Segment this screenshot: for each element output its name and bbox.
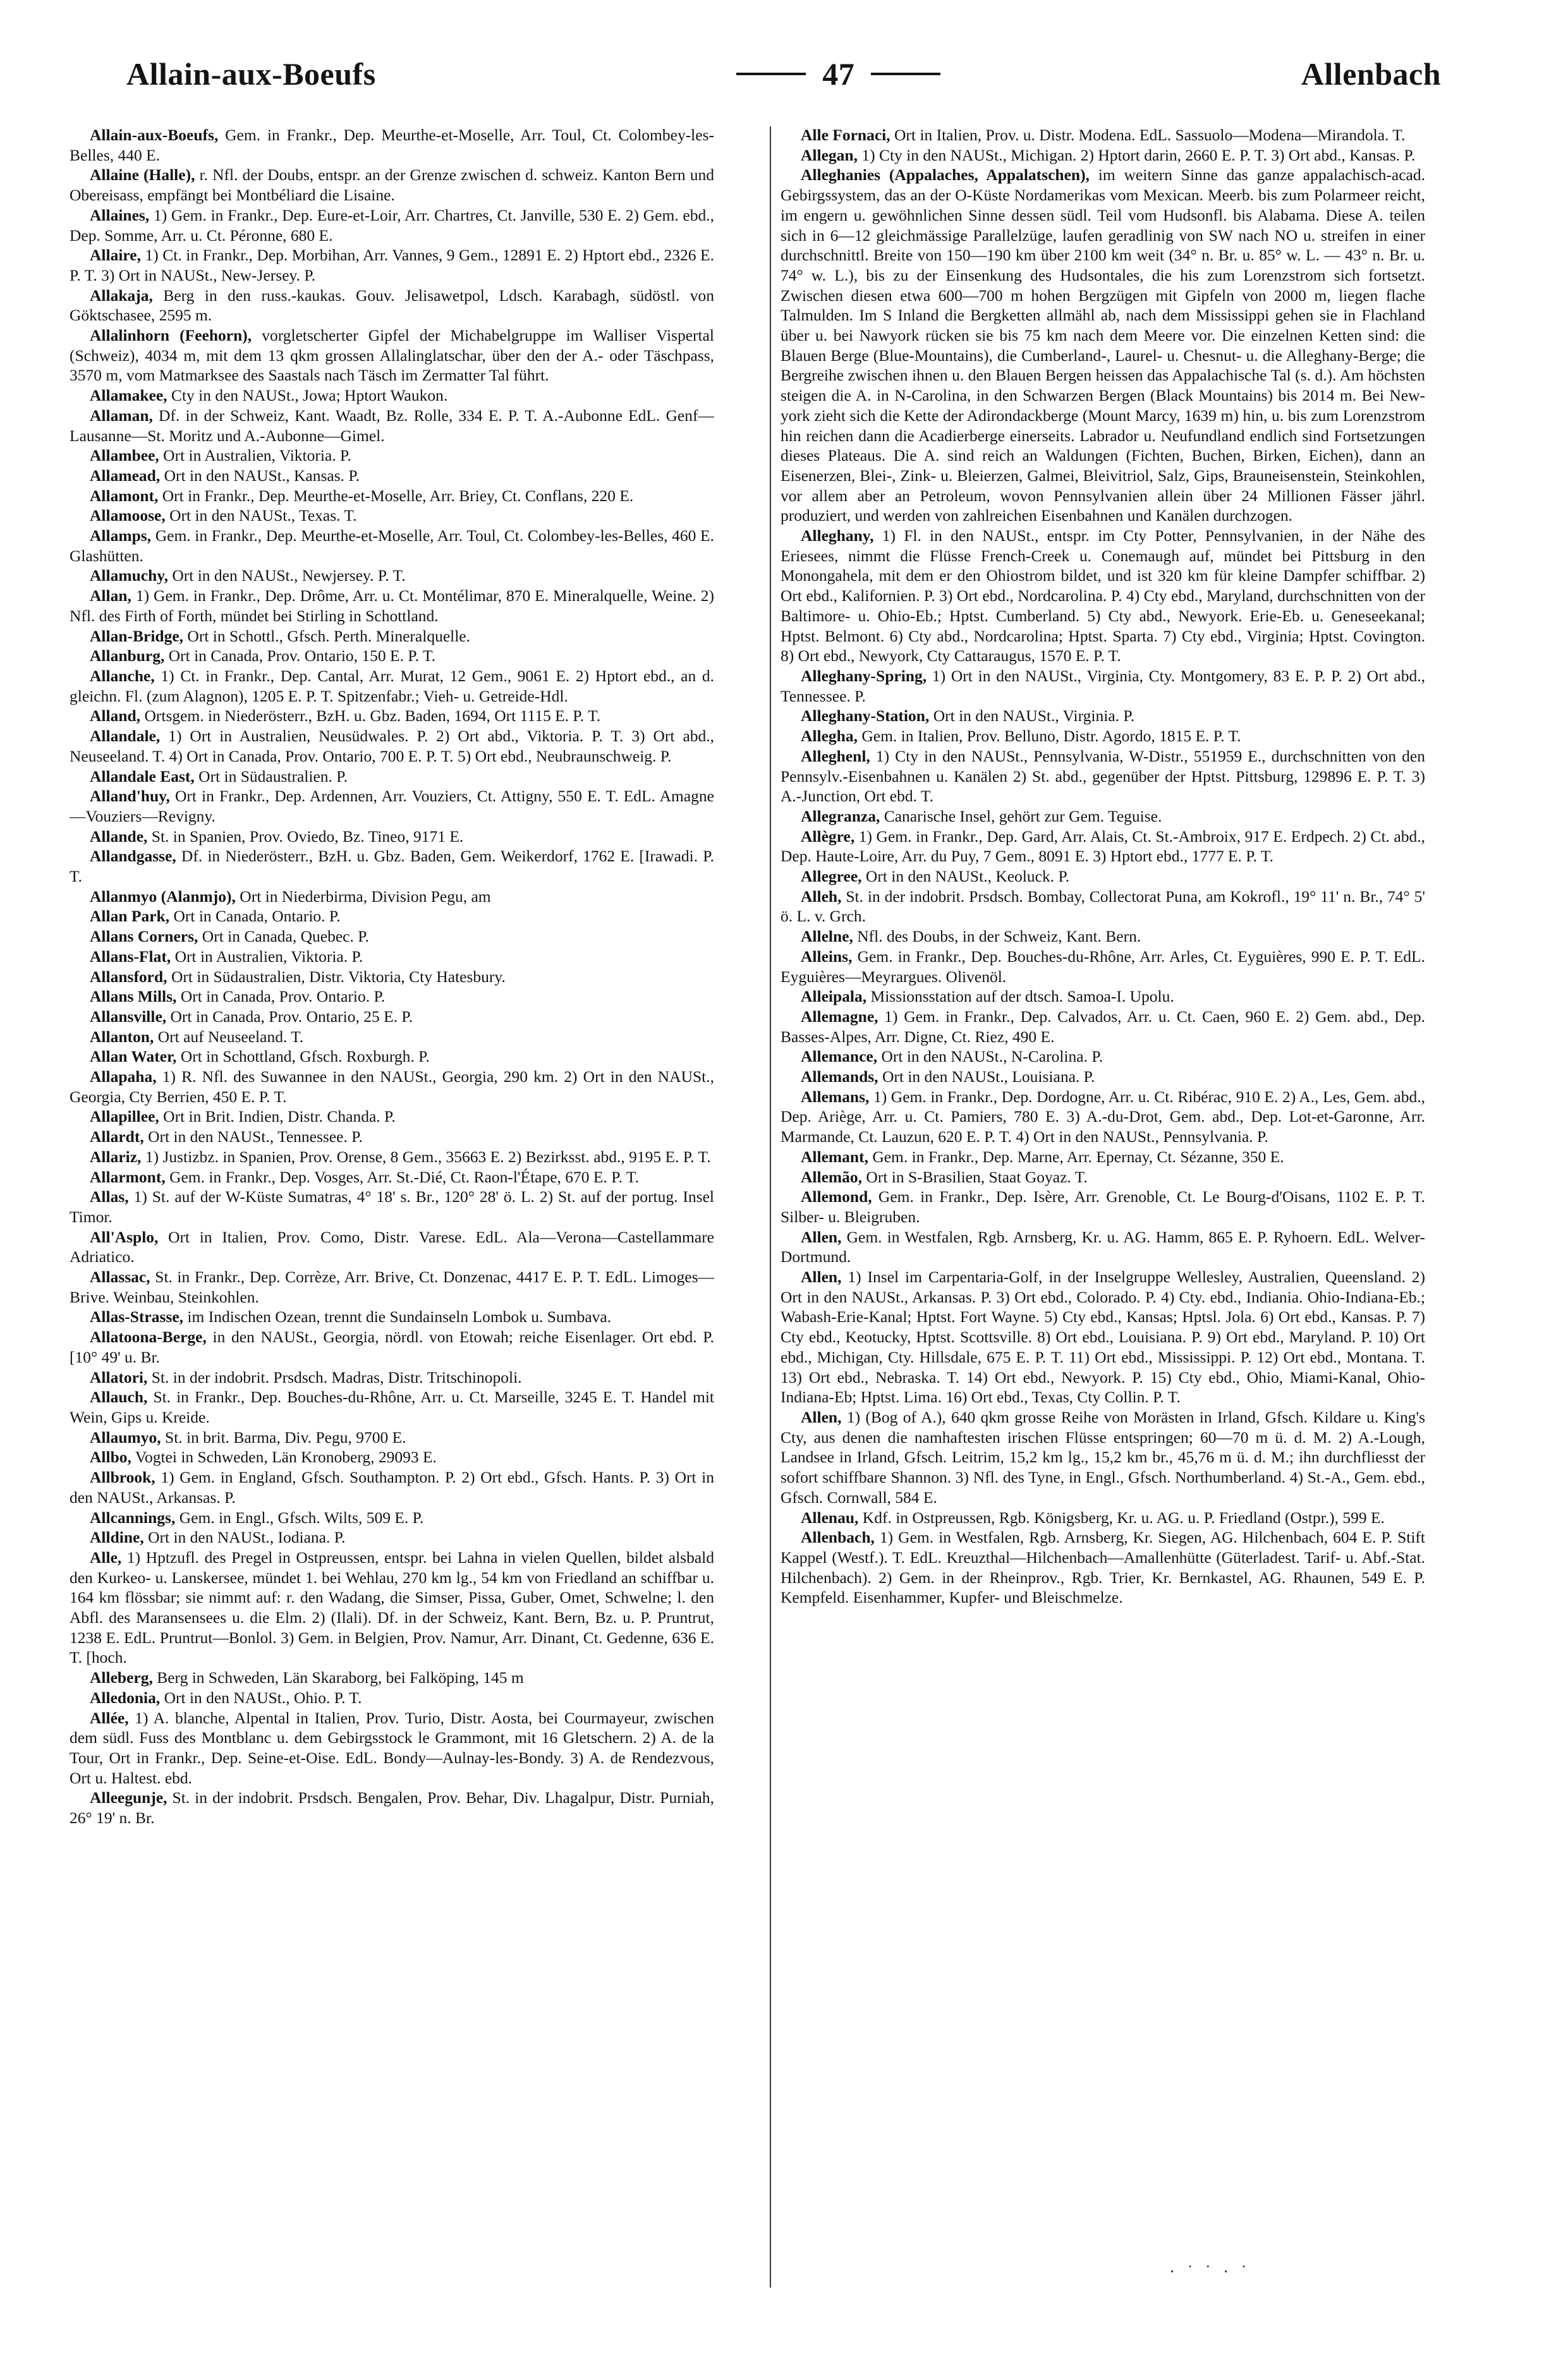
dictionary-entry <box>70 626 714 646</box>
right-column <box>781 125 1425 1608</box>
dictionary-entry <box>781 827 1425 866</box>
dictionary-entry <box>70 706 714 726</box>
dictionary-entry <box>70 1688 714 1708</box>
entry-term: Allandale East, <box>90 767 195 786</box>
entry-text: 1) Gem. in Frankr., Dep. Dordogne, Arr. u. Ct. Ribérac, 910 E. 2) A., Les, Gem. abd., Dep. Ariège, Arr. u. Ct. Pamiers, 780 E. 3) A.-du-Drot, Gem. abd., Dep. Lot-et-Garonne, Arr. Marmande, Ct. Lauzun, 620 E. P. T. 4) Ort in den NAUSt., Pennsylvania. P. <box>781 1087 1425 1146</box>
entry-term: Alland, <box>90 707 141 725</box>
entry-text: Ort in den NAUSt., Newjersey. P. T. <box>172 566 406 585</box>
entry-text: Ort in Frankr., Dep. Ardennen, Arr. Vouziers, Ct. Attigny, 550 E. T. EdL. Amagne—Vouziers—Revigny. <box>70 787 715 825</box>
entry-term: Alleghany, <box>801 526 874 545</box>
entry-term: Alle Fornaci, <box>801 126 890 144</box>
entry-term: Allemant, <box>801 1147 868 1166</box>
dictionary-entry <box>70 165 714 205</box>
dictionary-entry <box>70 286 714 325</box>
dictionary-entry <box>781 1187 1425 1227</box>
entry-text: 1) Cty in den NAUSt., Michigan. 2) Hptort darin, 2660 E. P. T. 3) Ort abd., Kansas. P. <box>861 145 1416 164</box>
dictionary-entry <box>781 726 1425 746</box>
dictionary-entry <box>70 1307 714 1327</box>
entry-term: Allamead, <box>90 466 161 485</box>
dictionary-entry <box>781 887 1425 926</box>
dictionary-entry <box>70 646 714 666</box>
entry-text: Vogtei in Schweden, Län Kronoberg, 29093 E. <box>135 1448 437 1467</box>
entry-term: Allcannings, <box>90 1508 176 1527</box>
entry-term: Allenau, <box>801 1508 859 1527</box>
entry-term: Alleipala, <box>801 987 867 1006</box>
entry-term: Allauch, <box>90 1388 148 1407</box>
dictionary-entry <box>70 1067 714 1107</box>
entry-text: Ort in Frankr., Dep. Meurthe-et-Moselle, Arr. Briey, Ct. Conflans, 220 E. <box>162 486 634 505</box>
dictionary-entry <box>70 1467 714 1507</box>
entry-text: Missionsstation auf der dtsch. Samoa-I. Upolu. <box>870 987 1174 1006</box>
dictionary-entry <box>70 786 714 826</box>
entry-term: Allalinhorn (Feehorn), <box>90 326 252 345</box>
entry-text: 1) Ort in den NAUSt., Virginia, Cty. Montgomery, 83 E. P. P. 2) Ort abd., Tennessee. P. <box>781 666 1425 705</box>
dictionary-entry <box>781 526 1425 666</box>
entry-text: im weitern Sinne das ganze appalachisch-acad. Gebirgssystem, das an der O-Küste Nordamerikas vom Mexican. Meerb. bis zum Polarmeer reicht, im engern u. gewöhnlichen Sinne dessen südl. Teil vom Hudsonfl. bis Alabama. Diese A. teilen sich in 6—12 gleichmässige Parallelzüge, laufen geradlinig von SW nach NO u. streifen in einer durchschnittl. Breite von 150—190 km über 2100 km weit (34° n. Br. u. 85° w. L. — 43° n. Br. u. 74° w. L.), bis zu der Einsenkung des Hudsontales, die his zum Lorenzstrom sich fortsetzt. Zwischen diesen etwa 600—700 m hohen Bergzügen mit Gipfeln von 2000 m, liegen flache Talmulden. Im S Inland die Bergketten allmähl ab, nach dem Mississippi gehen sie in Flachland über u. bei Nawyork rücken sie bis 75 km nach dem Meere vor. Die einzelnen Ketten sind: die Blauen Berge (Blue-Mountains), die Cumberland-, Laurel- u. Chesnut- u. die Alleghany-Berge; die Bergreihe zwischen ihnen u. den Blauen Bergen heissen das Appalachische Tal (s. d.). Am höchsten steigen die A. in N-Carolina, in den Schwarzen Bergen (Black Mountains) bis 2014 m. Bei New-york zieht sich die Kette der Adirondackberge (Mount Marcy, 1639 m) hin, u. bis zum Lorenzstrom hin reichen dann die Acadierberge einerseits. Labrador u. Neufundland endlich sind Fortsetzungen dieses Plateaus. Die A. sind reich an Waldungen (Fichten, Buchen, Birken, Eichen), dann an Eisenerzen, Blei-, Zink- u. Bleierzen, Galmei, Bleivitriol, Salz, Gips, Brauneisenstein, Steinkohlen, vor allem aber an Petroleum, wovon Pennsylvanien allein über 24 Millionen Fässer jährl. produziert, und werden von zahlreichen Eisenbahnen und Kanälen durchzogen. <box>781 166 1426 525</box>
entry-text: Ort in den NAUSt., Iodiana. P. <box>148 1528 346 1547</box>
entry-text: St. in Spanien, Prov. Oviedo, Bz. Tineo, 9171 E. <box>151 827 464 846</box>
dictionary-entry <box>70 887 714 907</box>
dictionary-entry <box>781 1087 1425 1147</box>
dictionary-entry <box>70 1387 714 1427</box>
entry-term: Allenbach, <box>801 1528 875 1547</box>
entry-term: Alleghenl, <box>801 746 870 765</box>
entry-text: Gem. in Frankr., Dep. Bouches-du-Rhône, Arr. Arles, Ct. Eyguières, 990 E. P. T. EdL. Eyguières—Meyrargues. Olivenöl. <box>781 947 1425 986</box>
entry-text: Kdf. in Ostpreussen, Rgb. Königsberg, Kr. u. AG. u. P. Friedland (Ostpr.), 599 E. <box>862 1508 1385 1527</box>
entry-text: Ort in Südaustralien, Distr. Viktoria, Cty Hatesbury. <box>171 967 506 986</box>
entry-term: Allaumyo, <box>90 1428 161 1447</box>
dictionary-entry <box>70 125 714 165</box>
entry-text: St. in der indobrit. Prsdsch. Madras, Distr. Tritschinopoli. <box>151 1368 522 1386</box>
entry-text: Ort in Canada, Prov. Ontario, 25 E. P. <box>170 1007 413 1026</box>
entry-term: Allemans, <box>801 1087 870 1106</box>
entry-term: Allaine (Halle), <box>90 166 195 185</box>
entry-text: 1) St. auf der W-Küste Sumatras, 4° 18' s. Br., 120° 28' ö. L. 2) St. auf der portug. Insel Timor. <box>70 1187 715 1226</box>
dictionary-entry <box>70 1007 714 1027</box>
dictionary-entry <box>70 726 714 766</box>
entry-text: Ort in Italien, Prov. u. Distr. Modena. EdL. Sassuolo—Modena—Mirandola. T. <box>894 126 1406 144</box>
entry-term: Allan Water, <box>90 1047 177 1066</box>
entry-text: 1) Ort in Australien, Neusüdwales. P. 2) Ort abd., Viktoria. P. T. 3) Ort abd., Neuseeland. T. 4) Ort in Canada, Prov. Ontario, 700 E. P. T. 5) Ort ebd., Neubraunschweig. P. <box>70 727 715 765</box>
entry-term: Allen, <box>801 1227 842 1246</box>
entry-text: 1) Gem. in Westfalen, Rgb. Arnsberg, Kr. Siegen, AG. Hilchenbach, 604 E. P. Stift Kappel (Westf.). T. EdL. Kreuzthal—Hilchenbach—Amallenhütte (Güterladest. Tarif- u. Abf.-Stat. Hilchenbach). 2) Gem. in der Rheinprov., Rgb. Trier, Kr. Bernkastel, AG. Rhaunen, 549 E. P. Kempfeld. Eisenhammer, Kupfer- und Bleischmelze. <box>781 1528 1426 1607</box>
entry-text: Ort in Italien, Prov. Como, Distr. Varese. EdL. Ala—Verona—Castellammare Adriatico. <box>70 1227 714 1266</box>
entry-term: Allandgasse, <box>90 847 176 866</box>
decorative-marks: · ˙ ˙ · ˙ <box>1169 2262 1251 2282</box>
entry-text: Gem. in Frankr., Dep. Isère, Arr. Grenoble, Ct. Le Bourg-d'Oisans, 1102 E. P. T. Silber- u. Bleigruben. <box>781 1187 1425 1226</box>
entry-term: Alleghany-Station, <box>801 707 930 725</box>
entry-term: Allanburg, <box>90 646 165 665</box>
entry-term: Allen, <box>801 1408 842 1426</box>
page-number-group <box>736 56 940 92</box>
dictionary-entry <box>781 986 1425 1007</box>
dictionary-entry <box>70 205 714 245</box>
entry-term: Allanche, <box>90 666 155 685</box>
dictionary-entry <box>70 526 714 566</box>
entry-text: 1) Hptzufl. des Pregel in Ostpreussen, entspr. bei Lahna in vielen Quellen, bildet alsbald den Kurkeo- u. Lanskersee, mündet 1. bei Wehlau, 270 km lg., 54 km von Friedland an schiffbar u. 164 km flössbar; sie nimmt auf: r. den Wadang, die Simser, Pissa, Guber, Omet, Schwelne; l. den Abfl. des Maransensees u. die Elm. 2) (Ilali). Df. in der Schweiz, Kant. Bern, Bz. u. P. Pruntrut, 1238 E. EdL. Pruntrut—Bonlol. 3) Gem. in Belgien, Prov. Namur, Arr. Dinant, Ct. Gedenne, 636 E. T. [hoch. <box>70 1548 714 1667</box>
dictionary-entry <box>70 385 714 406</box>
entry-term: Allaines, <box>90 205 150 224</box>
dictionary-entry <box>70 767 714 787</box>
entry-term: Allemands, <box>801 1067 878 1086</box>
dictionary-entry <box>70 1046 714 1067</box>
dictionary-entry <box>781 806 1425 827</box>
dictionary-entry <box>70 1027 714 1047</box>
header-rule-right <box>871 73 940 75</box>
entry-text: 1) Fl. in den NAUSt., entspr. im Cty Potter, Pennsylvanien, in der Nähe des Eriesees, nimmt die Flüsse French-Creek u. Conemaugh auf, mündet bei Pittsburg in den Monongahela, mit dem er den Ohiostrom bildet, und ist 320 km für kleine Dampfer schiffbar. 2) Ort ebd., Kalifornien. P. 3) Ort ebd., Nordcarolina. P. 4) Cty ebd., Maryland, durchschnitten von der Baltimore- u. Ohio-Eb.; Hptst. Cumberland. 5) Cty abd., Newyork. Erie-Eb. u. Geneseekanal; Hptst. Belmont. 6) Cty abd., Nordcarolina; Hptst. Sparta. 7) Cty ebd., Virginia; Hptst. Covington. 8) Ort ebd., Newyork, Cty Cattaraugus, 1570 E. P. T. <box>781 526 1426 665</box>
dictionary-entry <box>781 866 1425 887</box>
dictionary-entry <box>70 1508 714 1528</box>
entry-text: in den NAUSt., Georgia, nördl. von Etowah; reiche Eisenlager. Ort ebd. P. [10° 49' u. Br. <box>70 1328 715 1366</box>
dictionary-entry <box>70 1167 714 1187</box>
dictionary-entry <box>781 1147 1425 1167</box>
entry-term: Allamont, <box>90 486 159 505</box>
entry-text: Cty in den NAUSt., Jowa; Hptort Waukon. <box>171 386 448 405</box>
dictionary-entry <box>70 1147 714 1167</box>
entry-term: Allemão, <box>801 1167 863 1186</box>
entry-term: Allariz, <box>90 1147 142 1166</box>
entry-term: Alleegunje, <box>90 1788 167 1807</box>
entry-text: Gem. in Engl., Gfsch. Wilts, 509 E. P. <box>179 1508 424 1527</box>
entry-text: Ort in Australien, Viktoria. P. <box>174 947 363 966</box>
entry-text: Gem. in Frankr., Dep. Meurthe-et-Moselle, Arr. Toul, Ct. Colombey-les-Belles, 460 E. Glashütten. <box>70 526 715 565</box>
header-rule-left <box>736 73 806 75</box>
entry-text: Berg in Schweden, Län Skaraborg, bei Falköping, 145 m <box>157 1668 524 1687</box>
entry-text: 1) Gem. in Frankr., Dep. Drôme, Arr. u. Ct. Montélimar, 870 E. Mineralquelle, Weine. 2) Nfl. des Firth of Forth, mündet bei Stirling in Schottland. <box>70 586 714 625</box>
entry-text: 1) Insel im Carpentaria-Golf, in der Inselgruppe Wellesley, Australien, Queensland. 2) Ort in den NAUSt., Arkansas. P. 3) Ort ebd., Colorado. P. 4) Cty. ebd., Indiania. Ohio-Indiana-Eb.; Wabash-Erie-Kanal; Hptst. Fort Wayne. 5) Cty ebd., Kansas; Hptsl. Jola. 6) Ort ebd., Kansas. P. 7) Cty ebd., Keotucky, Hptst. Scottsville. 8) Ort ebd., Louisiana. P. 9) Ort ebd., Maryland. P. 10) Ort ebd., Michigan, Cty. Hillsdale, 675 E. P. T. 11) Ort ebd., Mississippi. P. 12) Ort ebd., Montana. T. 13) Ort ebd., Nebraska. T. 14) Ort ebd., Newyork. P. 15) Cty ebd., Ohio, Miami-Kanal, Ohio-Indiana-Eb; Hptst. Lima. 16) Ort ebd., Texas, Cty Collin. P. T. <box>781 1268 1425 1407</box>
entry-text: Ort in S-Brasilien, Staat Goyaz. T. <box>866 1167 1088 1186</box>
header-right-title: Allenbach <box>1301 56 1441 92</box>
page-number: 47 <box>822 56 855 92</box>
entry-term: Allassac, <box>90 1268 150 1287</box>
entry-text: St. in Frankr., Dep. Bouches-du-Rhône, Arr. u. Ct. Marseille, 3245 E. T. Handel mit Wein, Gips u. Kreide. <box>70 1388 714 1426</box>
entry-text: 1) Ct. in Frankr., Dep. Cantal, Arr. Murat, 12 Gem., 9061 E. 2) Hptort ebd., an d. gleichn. Fl. (zum Alagnon), 1205 E. P. T. Spitzenfabr.; Vieh- u. Getreide-Hdl. <box>70 666 714 705</box>
entry-text: Df. in Niederösterr., BzH. u. Gbz. Baden, Gem. Weikerdorf, 1762 E. [Irawadi. P. T. <box>70 847 715 886</box>
dictionary-entry <box>781 947 1425 986</box>
entry-text: Df. in der Schweiz, Kant. Waadt, Bz. Rolle, 334 E. P. T. A.-Aubonne EdL. Genf—Lausanne—St. Moritz und A.-Aubonne—Gimel. <box>70 406 714 445</box>
dictionary-entry <box>781 706 1425 726</box>
entry-text: Ort in den NAUSt., Keoluck. P. <box>865 867 1070 886</box>
dictionary-entry <box>70 1368 714 1388</box>
entry-term: Allans Corners, <box>90 927 198 946</box>
entry-term: Allegha, <box>801 727 858 746</box>
dictionary-entry <box>70 967 714 987</box>
entry-text: Ort in Canada, Prov. Ontario. P. <box>180 987 386 1006</box>
entry-term: Allansford, <box>90 967 167 986</box>
entry-text: Nfl. des Doubs, in der Schweiz, Kant. Bern. <box>857 927 1141 946</box>
dictionary-entry <box>781 746 1425 806</box>
entry-text: 1) Justizbz. in Spanien, Prov. Orense, 8 Gem., 35663 E. 2) Bezirksst. abd., 9195 E. P. T. <box>145 1147 711 1166</box>
entry-term: Allegree, <box>801 867 862 886</box>
dictionary-entry <box>70 325 714 385</box>
entry-text: Ort in Niederbirma, Division Pegu, am <box>240 887 491 906</box>
dictionary-entry <box>70 926 714 947</box>
dictionary-entry <box>70 1227 714 1267</box>
dictionary-entry <box>70 1548 714 1668</box>
entry-term: Allas, <box>90 1187 129 1206</box>
entry-text: Ort in Schottland, Gfsch. Roxburgh. P. <box>180 1047 430 1066</box>
entry-text: Ort in Canada, Prov. Ontario, 150 E. P. T. <box>168 646 436 665</box>
entry-term: All'Asplo, <box>90 1227 159 1246</box>
entry-text: 1) Cty in den NAUSt., Pennsylvania, W-Distr., 551959 E., durchschnitten von den Pennsylv.-Eisenbahnen u. Kanälen 2) St. abd., gegenüber der Hptst. Pittsburg, 129896 E. P. T. 3) A.-Junction, Ort ebd. T. <box>781 746 1425 806</box>
entry-term: Allanmyo (Alanmjo), <box>90 887 236 906</box>
entry-term: Allandale, <box>90 727 161 746</box>
entry-term: Allambee, <box>90 446 159 465</box>
entry-text: Ort in den NAUSt., Kansas. P. <box>164 466 360 485</box>
dictionary-entry <box>781 1407 1425 1508</box>
entry-text: Gem. in Westfalen, Rgb. Arnsberg, Kr. u. AG. Hamm, 865 E. P. Ryhoern. EdL. Welver-Dortmund. <box>781 1227 1425 1266</box>
dictionary-entry <box>781 165 1425 526</box>
entry-term: Allamps, <box>90 526 152 545</box>
entry-term: Alleghanies (Appalaches, Appalatschen), <box>801 166 1090 185</box>
entry-term: Allatoona-Berge, <box>90 1328 207 1347</box>
entry-term: Allain-aux-Boeufs, <box>90 126 219 144</box>
entry-term: Allamoose, <box>90 506 166 525</box>
entry-text: St. in Frankr., Dep. Corrèze, Arr. Brive, Ct. Donzenac, 4417 E. P. T. EdL. Limoges—Brive. Weinbau, Steinkohlen. <box>70 1268 715 1306</box>
entry-text: Ortsgem. in Niederösterr., BzH. u. Gbz. Baden, 1694, Ort 1115 E. P. T. <box>144 707 601 725</box>
entry-term: Allègre, <box>801 827 855 846</box>
entry-term: Allanton, <box>90 1027 154 1046</box>
entry-text: Ort in den NAUSt., N-Carolina. P. <box>881 1047 1103 1066</box>
entry-term: Allegranza, <box>801 806 880 825</box>
entry-term: Allansville, <box>90 1007 167 1026</box>
dictionary-entry <box>70 846 714 886</box>
dictionary-entry <box>781 666 1425 706</box>
dictionary-entry <box>70 1708 714 1788</box>
entry-term: Allatori, <box>90 1368 148 1386</box>
entry-term: Allan-Bridge, <box>90 626 184 645</box>
dictionary-entry <box>70 1187 714 1227</box>
entry-term: Alldine, <box>90 1528 144 1547</box>
dictionary-entry <box>70 906 714 926</box>
entry-text: Ort in Schottl., Gfsch. Perth. Mineralquelle. <box>187 626 471 645</box>
entry-term: Allbrook, <box>90 1468 155 1487</box>
dictionary-entry <box>781 1227 1425 1267</box>
dictionary-entry <box>781 1046 1425 1067</box>
entry-term: Allaman, <box>90 406 153 425</box>
page-header <box>126 46 1441 102</box>
dictionary-entry <box>781 1508 1425 1528</box>
dictionary-entry <box>781 1527 1425 1608</box>
dictionary-entry <box>70 947 714 967</box>
entry-text: 1) A. blanche, Alpental in Italien, Prov. Turio, Distr. Aosta, bei Courmayeur, zwischen dem südl. Fuss des Montblanc u. dem Gebirgsstock le Grammont, mit 16 Gletschern. 2) A. de la Tour, Ort in Frankr., Dep. Seine-et-Oise. EdL. Bondy—Aulnay-les-Bondy. 3) A. de Rendezvous, Ort u. Haltest. ebd. <box>70 1708 714 1787</box>
entry-term: Allamakee, <box>90 386 167 405</box>
entry-text: im Indischen Ozean, trennt die Sundainseln Lombok u. Sumbava. <box>187 1307 612 1326</box>
entry-term: Allaire, <box>90 246 141 265</box>
entry-term: Alleins, <box>801 947 853 966</box>
entry-text: 1) Ct. in Frankr., Dep. Morbihan, Arr. Vannes, 9 Gem., 12891 E. 2) Hptort ebd., 2326 E. P. T. 3) Ort in NAUSt., New-Jersey. P. <box>70 246 714 284</box>
dictionary-entry <box>70 245 714 285</box>
entry-term: Allan Park, <box>90 907 170 926</box>
entry-text: Gem. in Frankr., Dep. Meurthe-et-Moselle, Arr. Toul, Ct. Colombey-les-Belles, 440 E. <box>70 126 714 164</box>
dictionary-entry <box>781 1167 1425 1187</box>
entry-text: 1) Gem. in England, Gfsch. Southampton. P. 2) Ort ebd., Gfsch. Hants. P. 3) Ort in den NAUSt., Arkansas. P. <box>70 1468 715 1507</box>
entry-text: Ort in Canada, Quebec. P. <box>202 927 369 946</box>
entry-text: Ort auf Neuseeland. T. <box>157 1027 304 1046</box>
entry-text: 1) Gem. in Frankr., Dep. Gard, Arr. Alais, Ct. St.-Ambroix, 917 E. Erdpech. 2) Ct. abd., Dep. Haute-Loire, Arr. du Puy, 7 Gem., 8091 E. 3) Hptort ebd., 1777 E. P. T. <box>781 827 1426 866</box>
entry-text: St. in der indobrit. Prsdsch. Bombay, Collectorat Puna, am Kokrofl., 19° 11' n. Br., 74° 5' ö. L. v. Grch. <box>781 887 1425 926</box>
dictionary-entry <box>70 586 714 626</box>
dictionary-entry <box>70 506 714 526</box>
dictionary-entry <box>781 145 1425 166</box>
dictionary-entry <box>70 1327 714 1367</box>
entry-text: Gem. in Frankr., Dep. Marne, Arr. Epernay, Ct. Sézanne, 350 E. <box>872 1147 1284 1166</box>
entry-text: Gem. in Italien, Prov. Belluno, Distr. Agordo, 1815 E. P. T. <box>861 727 1241 746</box>
entry-term: Allbo, <box>90 1448 131 1467</box>
dictionary-entry <box>70 1127 714 1147</box>
dictionary-entry <box>70 827 714 847</box>
dictionary-entry <box>70 1267 714 1307</box>
entry-text: Ort in Südaustralien. P. <box>198 767 348 786</box>
entry-text: Berg in den russ.-kaukas. Gouv. Jelisawetpol, Ldsch. Karabagh, südöstl. von Göktschasee, 2595 m. <box>70 286 714 325</box>
entry-term: Allans Mills, <box>90 987 177 1006</box>
entry-text: Ort in Australien, Viktoria. P. <box>163 446 351 465</box>
entry-term: Allée, <box>90 1708 129 1727</box>
entry-text: Ort in den NAUSt., Texas. T. <box>169 506 357 525</box>
dictionary-entry <box>70 1428 714 1448</box>
entry-text: Ort in Canada, Ontario. P. <box>173 907 341 926</box>
dictionary-entry <box>70 1788 714 1828</box>
entry-text: St. in brit. Barma, Div. Pegu, 9700 E. <box>165 1428 406 1447</box>
dictionary-entry <box>781 1067 1425 1087</box>
entry-term: Allakaja, <box>90 286 153 305</box>
entry-text: St. in der indobrit. Prsdsch. Bengalen, Prov. Behar, Div. Lhagalpur, Distr. Purniah, 26° 19' n. Br. <box>70 1788 714 1828</box>
entry-text: Ort in den NAUSt., Tennessee. P. <box>148 1127 363 1146</box>
entry-term: Alledonia, <box>90 1688 161 1707</box>
entry-text: Ort in Brit. Indien, Distr. Chanda. P. <box>163 1107 396 1126</box>
dictionary-entry <box>70 566 714 586</box>
dictionary-entry <box>781 125 1425 145</box>
dictionary-entry <box>70 1107 714 1127</box>
entry-term: Allande, <box>90 827 148 846</box>
dictionary-entry <box>70 1447 714 1467</box>
entry-text: 1) R. Nfl. des Suwannee in den NAUSt., Georgia, 290 km. 2) Ort in den NAUSt., Georgia, Cty Berrien, 450 E. P. T. <box>70 1067 715 1106</box>
dictionary-entry <box>70 666 714 706</box>
column-divider <box>770 126 771 2288</box>
entry-term: Allardt, <box>90 1127 144 1146</box>
dictionary-entry <box>781 1007 1425 1046</box>
entry-text: 1) Gem. in Frankr., Dep. Eure-et-Loir, Arr. Chartres, Ct. Janville, 530 E. 2) Gem. ebd., Dep. Somme, Arr. u. Ct. Péronne, 680 E. <box>70 205 714 245</box>
entry-term: Allapaha, <box>90 1067 157 1086</box>
dictionary-entry <box>70 486 714 506</box>
left-column <box>70 125 714 1828</box>
entry-term: Allan, <box>90 586 131 605</box>
entry-term: Alle, <box>90 1548 122 1567</box>
dictionary-entry <box>70 1668 714 1688</box>
dictionary-entry <box>781 1267 1425 1407</box>
entry-text: vorgletscherter Gipfel der Michabelgruppe im Walliser Vispertal (Schweiz), 4034 m, mit dem 13 qkm grossen Allalinglatschar, über den der A.- oder Täschpass, 3570 m, vom Matmarksee des Saastals nach Täsch im Zermatter Tal führt. <box>70 326 715 385</box>
entry-term: Allapillee, <box>90 1107 159 1126</box>
entry-term: Alleghany-Spring, <box>801 666 927 685</box>
entry-text: Ort in den NAUSt., Ohio. P. T. <box>164 1688 362 1707</box>
entry-term: Allegan, <box>801 145 858 164</box>
entry-term: Allas-Strasse, <box>90 1307 184 1326</box>
entry-text: 1) (Bog of A.), 640 qkm grosse Reihe von Morästen in Irland, Gfsch. Kildare u. King's Cty, aus denen die namhaftesten irischen Flüsse entspringen; 60—70 m ü. d. M. 2) A.-Lough, Landsee in Irland, Gfsch. Leitrim, 15,2 km lg., 15,2 km br., 45,76 m ü. d. M.; ihn durchfliesst der sofort schiffbare Shannon. 3) Nfl. des Tyne, in Engl., Gfsch. Northumberland. 4) St.-A., Gem. ebd., Gfsch. Cornwall, 584 E. <box>781 1408 1426 1507</box>
entry-text: 1) Gem. in Frankr., Dep. Calvados, Arr. u. Ct. Caen, 960 E. 2) Gem. abd., Dep. Basses-Alpes, Arr. Digne, Ct. Riez, 490 E. <box>781 1007 1426 1046</box>
entry-term: Alleh, <box>801 887 842 906</box>
dictionary-entry <box>70 1527 714 1548</box>
entry-text: Canarische Insel, gehört zur Gem. Teguise. <box>884 806 1162 825</box>
entry-text: Ort in den NAUSt., Louisiana. P. <box>882 1067 1095 1086</box>
entry-term: Allamuchy, <box>90 566 168 585</box>
dictionary-entry <box>70 466 714 486</box>
dictionary-entry <box>70 406 714 446</box>
dictionary-entry <box>70 986 714 1007</box>
entry-text: r. Nfl. der Doubs, entspr. an der Grenze zwischen d. schweiz. Kanton Bern und Obereisass, empfängt bei Montbéliard die Lisaine. <box>70 166 714 205</box>
dictionary-entry <box>70 446 714 466</box>
dictionary-entry <box>781 926 1425 947</box>
entry-term: Allemagne, <box>801 1007 878 1026</box>
entry-term: Allelne, <box>801 927 853 946</box>
entry-text: Gem. in Frankr., Dep. Vosges, Arr. St.-Dié, Ct. Raon-l'Étape, 670 E. P. T. <box>169 1167 639 1186</box>
entry-term: Allans-Flat, <box>90 947 171 966</box>
entry-text: Ort in den NAUSt., Virginia. P. <box>933 707 1135 725</box>
entry-term: Alland'huy, <box>90 787 170 806</box>
entry-term: Alleberg, <box>90 1668 153 1687</box>
entry-term: Allarmont, <box>90 1167 166 1186</box>
header-left-title: Allain-aux-Boeufs <box>126 56 376 92</box>
entry-term: Allemance, <box>801 1047 878 1066</box>
entry-term: Allemond, <box>801 1187 872 1206</box>
entry-term: Allen, <box>801 1268 842 1287</box>
